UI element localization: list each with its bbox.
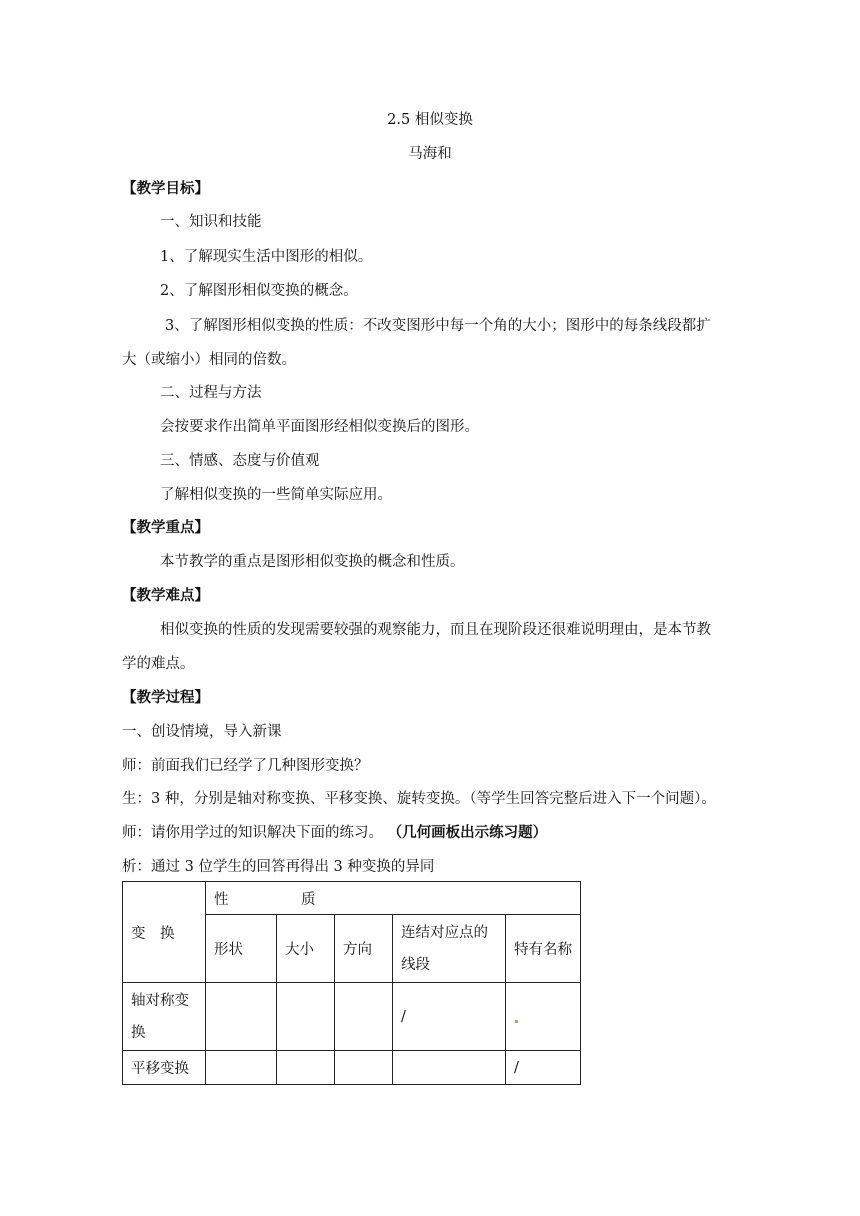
document-title: 2.5 相似变换 — [387, 112, 473, 128]
table-cell — [277, 1051, 335, 1085]
objective-1: 1、了解现实生活中图形的相似。 — [160, 249, 373, 265]
objective-2: 2、了解图形相似变换的概念。 — [160, 283, 358, 299]
emotion-text: 了解相似变换的一些简单实际应用。 — [160, 487, 392, 503]
key-points-text: 本节教学的重点是图形相似变换的概念和性质。 — [160, 554, 465, 570]
author-name: 马海和 — [408, 146, 452, 162]
table-cell — [206, 983, 277, 1051]
subheader-special-name: 特有名称 — [506, 915, 581, 983]
process-header: 【教学过程】 — [122, 689, 209, 706]
header-transform: 变 换 — [123, 882, 206, 983]
table-cell: / — [506, 1051, 581, 1085]
table-cell — [206, 1051, 277, 1085]
table-cell: / — [393, 983, 506, 1051]
subheader-direction: 方向 — [335, 915, 393, 983]
knowledge-header: 一、知识和技能 — [160, 214, 262, 230]
teacher-line-2 — [122, 823, 547, 843]
process-method-header: 二、过程与方法 — [160, 385, 262, 401]
table-cell — [506, 983, 581, 1051]
objective-3-line2: 大（或缩小）相同的倍数。 — [122, 352, 296, 368]
table-cell — [335, 1051, 393, 1085]
table-cell — [277, 983, 335, 1051]
row-reflection-name: 轴对称变换 — [123, 983, 206, 1051]
objectives-header: 【教学目标】 — [122, 180, 209, 197]
subheader-shape: 形状 — [206, 915, 277, 983]
teacher-line-2-text: 师：请你用学过的知识解决下面的练习。 — [122, 825, 383, 841]
properties-table — [122, 881, 581, 1085]
difficulty-line1: 相似变换的性质的发现需要较强的观察能力，而且在现阶段还很难说明理由，是本节教 — [160, 622, 711, 638]
process-method-text: 会按要求作出简单平面图形经相似变换后的图形。 — [160, 419, 479, 435]
difficulty-line2: 学的难点。 — [122, 656, 195, 672]
subheader-size: 大小 — [277, 915, 335, 983]
subheader-segment: 连结对应点的线段 — [393, 915, 506, 983]
table-cell — [335, 983, 393, 1051]
teacher-line-2-note: （几何画板出示练习题） — [387, 824, 548, 841]
header-properties: 性 质 — [206, 882, 581, 915]
table-cell — [393, 1051, 506, 1085]
key-points-header: 【教学重点】 — [122, 519, 209, 536]
step-1: 一、创设情境，导入新课 — [122, 724, 282, 740]
student-line-1: 生：3 种，分别是轴对称变换、平移变换、旋转变换。（等学生回答完整后进入下一个问题）。 — [122, 791, 716, 807]
analysis-line: 析：通过 3 位学生的回答再得出 3 种变换的异同 — [122, 859, 435, 875]
emotion-header: 三、情感、态度与价值观 — [160, 453, 320, 469]
teacher-line-1: 师：前面我们已经学了几种图形变换？ — [122, 758, 369, 774]
row-translation-name: 平移变换 — [123, 1051, 206, 1085]
objective-3-line1: 3、了解图形相似变换的性质：不改变图形中每一个角的大小；图形中的每条线段都扩 — [165, 318, 711, 334]
difficulty-header: 【教学难点】 — [122, 587, 209, 604]
marker-dot — [515, 1020, 518, 1023]
